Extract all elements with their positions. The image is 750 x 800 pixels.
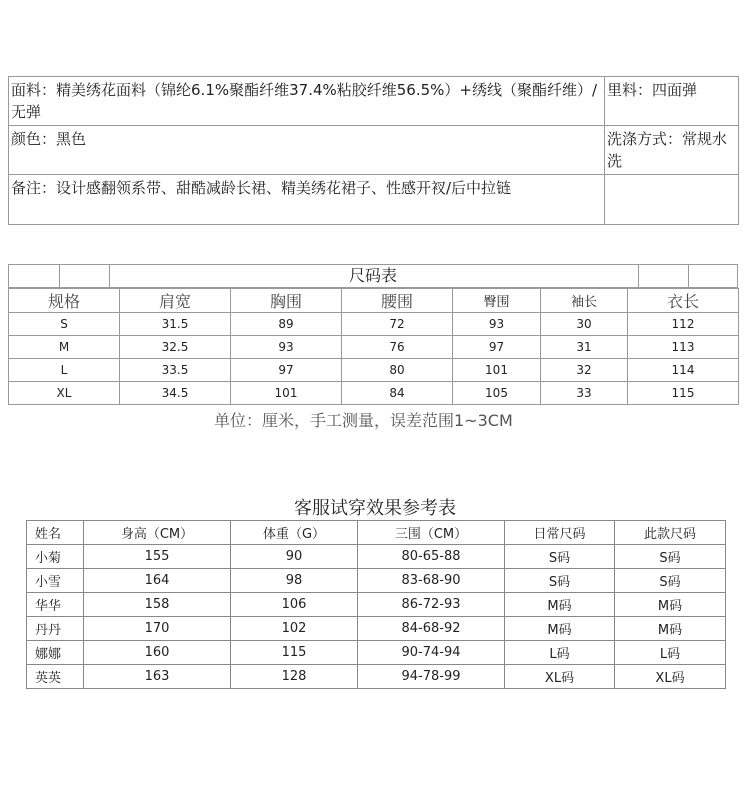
tryon-cell: 90-74-94 bbox=[358, 641, 505, 665]
size-header-cell: 袖长 bbox=[541, 289, 628, 313]
size-cell: 97 bbox=[453, 336, 541, 359]
tryon-cell: 158 bbox=[84, 593, 231, 617]
size-header-cell: 胸围 bbox=[231, 289, 342, 313]
tryon-cell: 164 bbox=[84, 569, 231, 593]
table-row bbox=[9, 336, 739, 359]
tryon-cell: 80-65-88 bbox=[358, 545, 505, 569]
table-row bbox=[27, 665, 726, 689]
tryon-cell: 86-72-93 bbox=[358, 593, 505, 617]
table-row bbox=[9, 313, 739, 336]
size-cell: 113 bbox=[628, 336, 739, 359]
size-cell: 97 bbox=[231, 359, 342, 382]
tryon-table bbox=[26, 520, 726, 689]
tryon-cell: XL码 bbox=[615, 665, 726, 689]
size-cell: 34.5 bbox=[120, 382, 231, 405]
table-row bbox=[27, 545, 726, 569]
tryon-cell: M码 bbox=[505, 617, 615, 641]
size-cell: 101 bbox=[231, 382, 342, 405]
size-cell: S bbox=[9, 313, 120, 336]
tryon-header-cell: 日常尺码 bbox=[505, 521, 615, 545]
size-cell: M bbox=[9, 336, 120, 359]
size-header-cell: 肩宽 bbox=[120, 289, 231, 313]
size-cell: 31.5 bbox=[120, 313, 231, 336]
size-cell: 114 bbox=[628, 359, 739, 382]
size-header-cell: 腰围 bbox=[342, 289, 453, 313]
tryon-cell: L码 bbox=[615, 641, 726, 665]
tryon-cell: 155 bbox=[84, 545, 231, 569]
size-header-cell: 规格 bbox=[9, 289, 120, 313]
size-cell: 30 bbox=[541, 313, 628, 336]
size-header-cell: 臀围 bbox=[453, 289, 541, 313]
table-row bbox=[27, 593, 726, 617]
fabric-info-table bbox=[8, 76, 739, 225]
size-cell: 32.5 bbox=[120, 336, 231, 359]
tryon-cell: 160 bbox=[84, 641, 231, 665]
size-cell: 31 bbox=[541, 336, 628, 359]
tryon-cell: 英英 bbox=[27, 665, 84, 689]
size-cell: 33.5 bbox=[120, 359, 231, 382]
tryon-cell: S码 bbox=[505, 545, 615, 569]
tryon-cell: 128 bbox=[231, 665, 358, 689]
tryon-header-cell: 姓名 bbox=[27, 521, 84, 545]
tryon-header-cell: 身高（CM） bbox=[84, 521, 231, 545]
size-cell: 93 bbox=[453, 313, 541, 336]
tryon-cell: 94-78-99 bbox=[358, 665, 505, 689]
tryon-cell: 小雪 bbox=[27, 569, 84, 593]
size-cell: 72 bbox=[342, 313, 453, 336]
tryon-cell: L码 bbox=[505, 641, 615, 665]
tryon-cell: M码 bbox=[505, 593, 615, 617]
tryon-cell: 170 bbox=[84, 617, 231, 641]
washing-cell: 洗涤方式：常规水洗 bbox=[605, 126, 739, 175]
tryon-cell: XL码 bbox=[505, 665, 615, 689]
notes-cell: 备注：设计感翻领系带、甜酷减龄长裙、精美绣花裙子、性感开衩/后中拉链 bbox=[9, 175, 605, 225]
size-table-header-row bbox=[9, 289, 739, 313]
size-cell: 32 bbox=[541, 359, 628, 382]
table-row bbox=[27, 569, 726, 593]
tryon-cell: S码 bbox=[505, 569, 615, 593]
tryon-header-cell: 三围（CM） bbox=[358, 521, 505, 545]
tryon-table-title: 客服试穿效果参考表 bbox=[294, 498, 456, 519]
tryon-header-cell: 此款尺码 bbox=[615, 521, 726, 545]
size-cell: 80 bbox=[342, 359, 453, 382]
tryon-cell: 丹丹 bbox=[27, 617, 84, 641]
size-cell: L bbox=[9, 359, 120, 382]
material-cell: 面料：精美绣花面料（锦纶6.1%聚酯纤维37.4%粘胶纤维56.5%）+绣线（聚酯纤维）/无弹 bbox=[9, 77, 605, 126]
tryon-cell: M码 bbox=[615, 617, 726, 641]
tryon-cell: M码 bbox=[615, 593, 726, 617]
size-table-header bbox=[8, 264, 738, 288]
unit-note: 单位：厘米，手工测量，误差范围1~3CM bbox=[214, 411, 513, 430]
color-cell: 颜色：黑色 bbox=[9, 126, 605, 175]
tryon-cell: 90 bbox=[231, 545, 358, 569]
size-cell: 115 bbox=[628, 382, 739, 405]
tryon-cell: 华华 bbox=[27, 593, 84, 617]
lining-cell: 里料：四面弹 bbox=[605, 77, 739, 126]
size-cell: 33 bbox=[541, 382, 628, 405]
size-table-title: 尺码表 bbox=[348, 266, 397, 285]
tryon-cell: 163 bbox=[84, 665, 231, 689]
tryon-cell: 98 bbox=[231, 569, 358, 593]
size-cell: 84 bbox=[342, 382, 453, 405]
tryon-cell: S码 bbox=[615, 569, 726, 593]
tryon-cell: 84-68-92 bbox=[358, 617, 505, 641]
size-cell: XL bbox=[9, 382, 120, 405]
size-cell: 112 bbox=[628, 313, 739, 336]
tryon-cell: S码 bbox=[615, 545, 726, 569]
tryon-cell: 小菊 bbox=[27, 545, 84, 569]
tryon-cell: 115 bbox=[231, 641, 358, 665]
tryon-header-cell: 体重（G） bbox=[231, 521, 358, 545]
size-cell: 105 bbox=[453, 382, 541, 405]
size-header-cell: 衣长 bbox=[628, 289, 739, 313]
tryon-cell: 102 bbox=[231, 617, 358, 641]
size-cell: 93 bbox=[231, 336, 342, 359]
tryon-header-row bbox=[27, 521, 726, 545]
tryon-cell: 娜娜 bbox=[27, 641, 84, 665]
size-cell: 89 bbox=[231, 313, 342, 336]
size-table bbox=[8, 288, 739, 405]
table-row bbox=[27, 617, 726, 641]
tryon-cell: 106 bbox=[231, 593, 358, 617]
table-row bbox=[27, 641, 726, 665]
size-cell: 101 bbox=[453, 359, 541, 382]
table-row bbox=[9, 359, 739, 382]
table-row bbox=[9, 382, 739, 405]
empty-cell bbox=[605, 175, 739, 225]
tryon-cell: 83-68-90 bbox=[358, 569, 505, 593]
size-cell: 76 bbox=[342, 336, 453, 359]
